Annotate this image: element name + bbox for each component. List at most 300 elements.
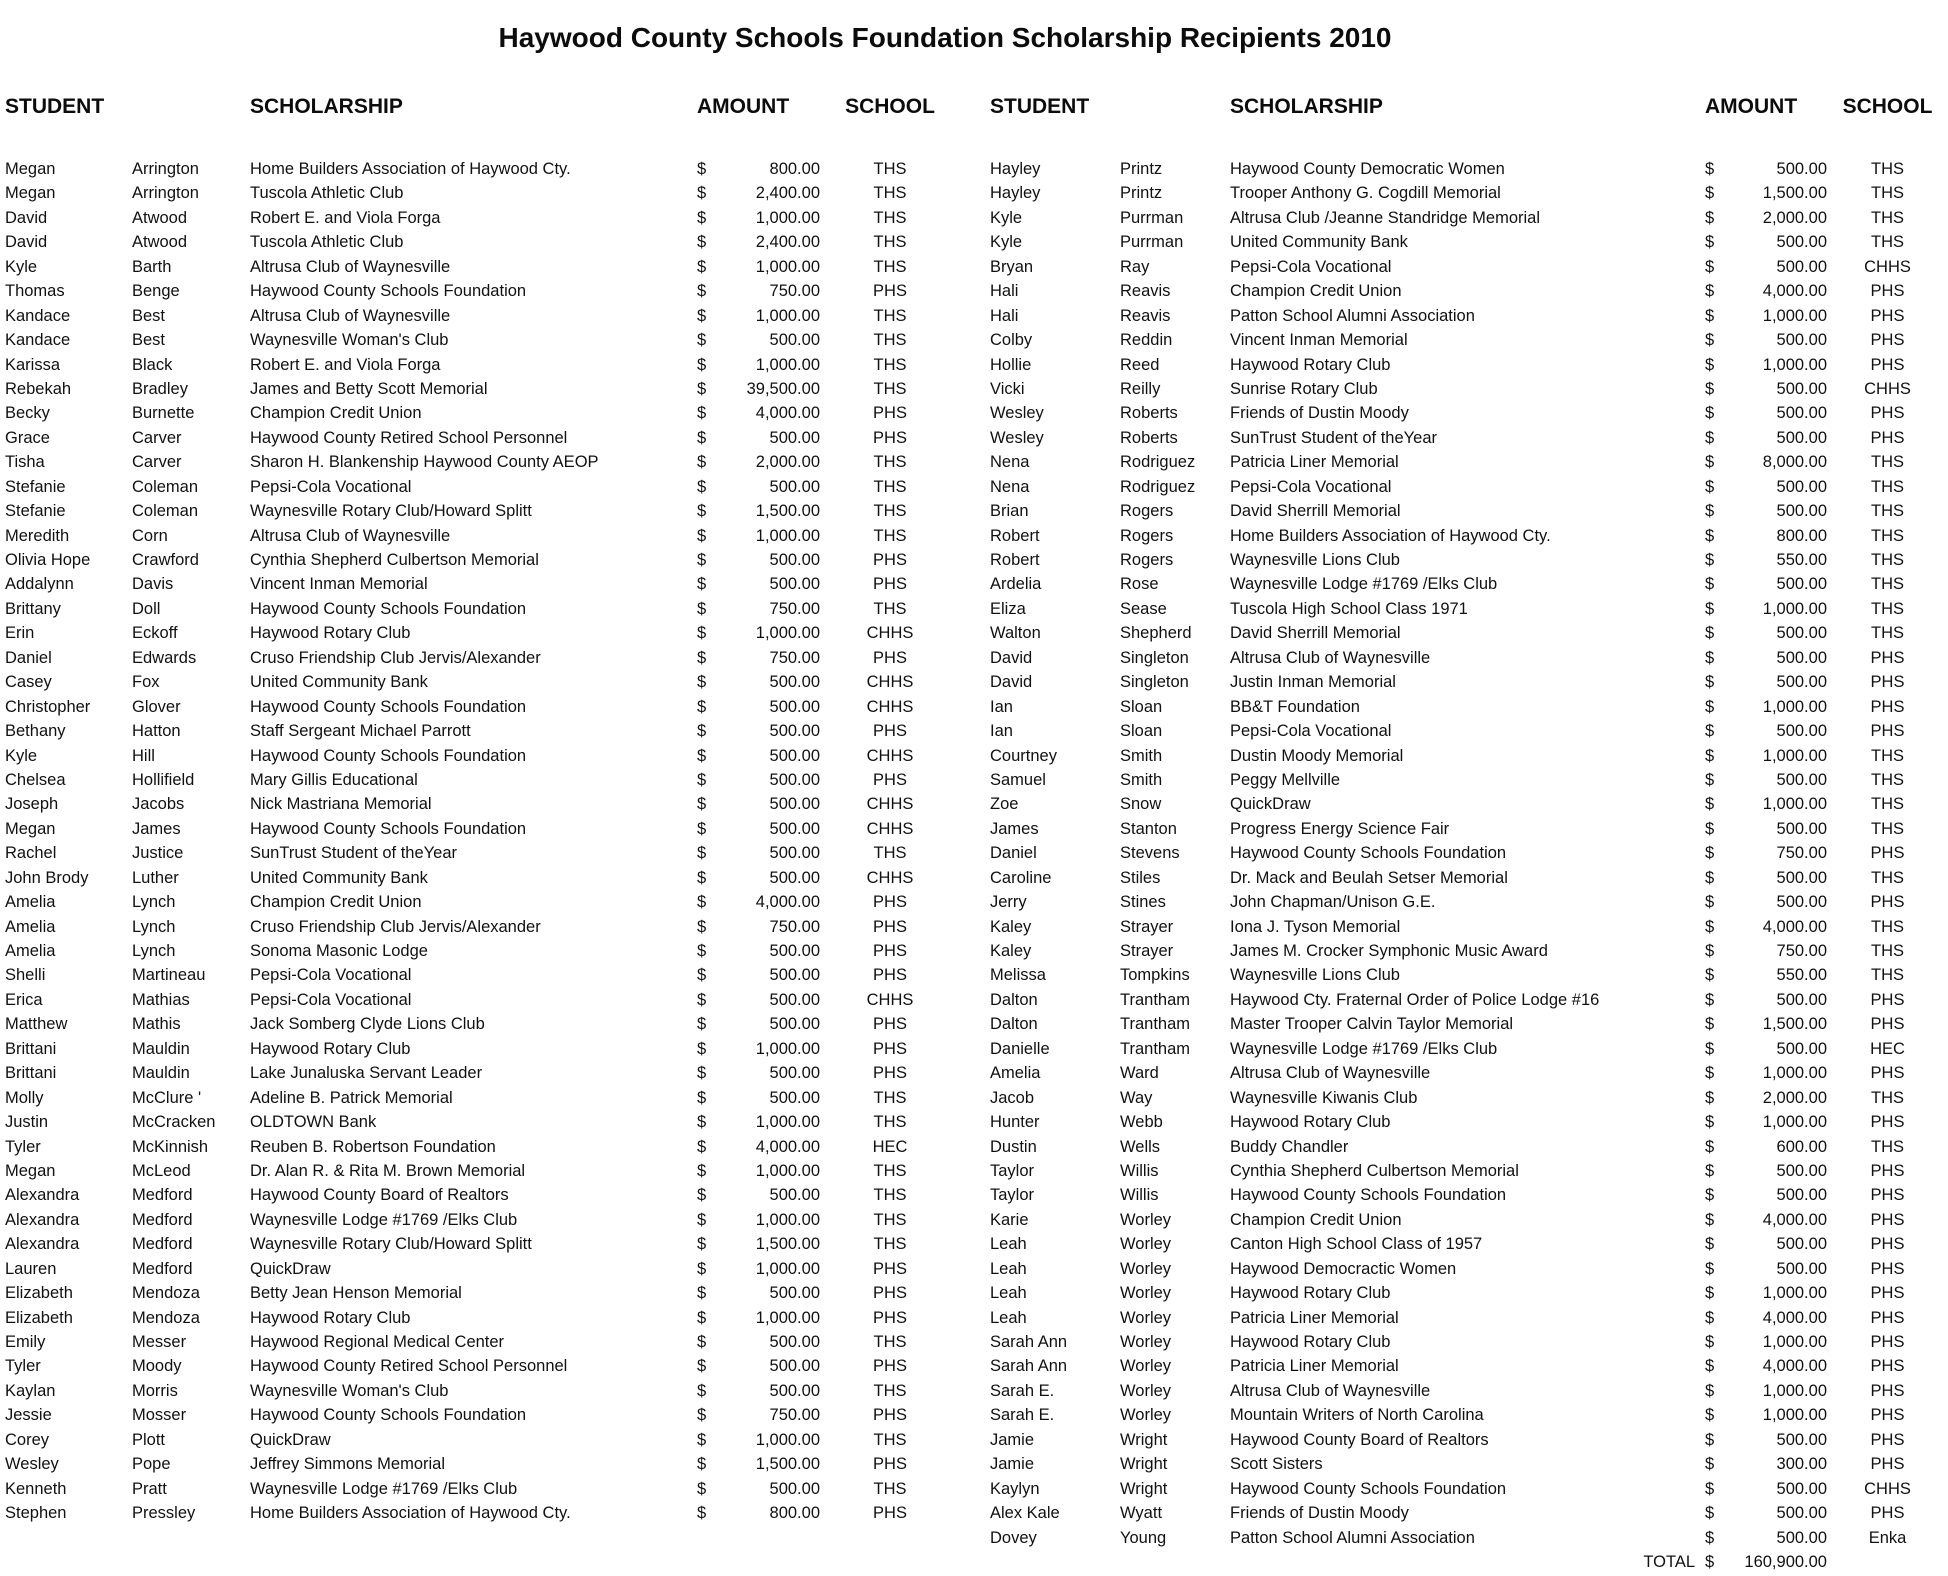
first-name: Olivia Hope	[5, 551, 91, 569]
scholarship-name: Dustin Moody Memorial	[1230, 746, 1404, 765]
last-name: Sease	[1120, 599, 1167, 618]
currency-symbol: $	[1705, 722, 1715, 741]
scholarship-name: Progress Energy Science Fair	[1230, 819, 1450, 838]
currency-symbol: $	[1705, 624, 1715, 643]
school-code: THS	[873, 844, 907, 863]
amount-value: 1,000.00	[755, 624, 820, 643]
last-name: Glover	[132, 697, 181, 716]
currency-symbol: $	[697, 1161, 707, 1180]
last-name: Hill	[132, 746, 155, 765]
amount-value: 500.00	[1776, 160, 1827, 178]
school-code: THS	[873, 160, 907, 178]
scholarship-name: Haywood County Schools Foundation	[250, 819, 527, 838]
table-row	[990, 1135, 1948, 1159]
first-name: Kaylyn	[990, 1479, 1040, 1498]
column-header-scholarship: SCHOLARSHIP	[250, 95, 403, 118]
currency-symbol: $	[1705, 673, 1715, 692]
first-name: Hayley	[990, 160, 1041, 178]
last-name: Stanton	[1120, 819, 1177, 838]
table-row	[5, 1452, 960, 1476]
school-code: PHS	[1870, 1430, 1905, 1449]
first-name: Megan	[5, 160, 56, 178]
amount-value: 1,000.00	[1762, 355, 1827, 374]
scholarship-name: Waynesville Lions Club	[1230, 966, 1400, 985]
table-row	[5, 279, 960, 303]
table-row	[5, 1428, 960, 1452]
first-name: Brian	[990, 502, 1029, 521]
school-code: THS	[1871, 746, 1904, 765]
last-name: Doll	[132, 599, 161, 618]
currency-symbol: $	[697, 233, 707, 252]
first-name: Kaley	[990, 917, 1032, 936]
last-name: Mathis	[132, 1015, 181, 1034]
amount-value: 500.00	[769, 746, 820, 765]
last-name: Worley	[1120, 1406, 1172, 1425]
currency-symbol: $	[1705, 233, 1715, 252]
currency-symbol: $	[1705, 1210, 1715, 1229]
scholarship-name: SunTrust Student of theYear	[1230, 428, 1437, 447]
first-name: Ian	[990, 722, 1013, 741]
scholarship-name: Staff Sergeant Michael Parrott	[250, 722, 471, 741]
school-code: THS	[1871, 917, 1904, 936]
table-row	[5, 670, 960, 694]
amount-value: 1,000.00	[755, 1210, 820, 1229]
school-code: PHS	[1870, 1504, 1905, 1523]
last-name: Reed	[1120, 355, 1160, 374]
table-row	[990, 279, 1948, 303]
first-name: Tyler	[5, 1357, 41, 1376]
first-name: Kyle	[5, 257, 38, 276]
school-code: PHS	[873, 1308, 907, 1327]
school-code: CHHS	[866, 868, 914, 887]
scholarship-name: Sunrise Rotary Club	[1230, 379, 1378, 398]
school-code: PHS	[1870, 282, 1905, 301]
scholarship-name: Altrusa Club of Waynesville	[250, 257, 451, 276]
table-row	[990, 572, 1948, 596]
table-row	[5, 768, 960, 792]
scholarship-name: David Sherrill Memorial	[1230, 502, 1401, 521]
last-name: Crawford	[132, 551, 199, 569]
school-code: THS	[873, 1088, 907, 1107]
scholarship-name: BB&T Foundation	[1230, 697, 1360, 716]
scholarship-name: Buddy Chandler	[1230, 1137, 1349, 1156]
school-code: PHS	[1870, 673, 1905, 692]
last-name: Worley	[1120, 1333, 1172, 1351]
first-name: Bethany	[5, 722, 66, 741]
last-name: Smith	[1120, 746, 1163, 765]
table-row	[5, 1061, 960, 1085]
first-name: Kaylan	[5, 1381, 56, 1400]
amount-value: 500.00	[1776, 1479, 1827, 1498]
last-name: Willis	[1120, 1161, 1159, 1180]
amount-value: 500.00	[1776, 990, 1827, 1009]
currency-symbol: $	[1705, 770, 1715, 789]
recipients-table-left	[5, 95, 960, 1523]
first-name: Megan	[5, 184, 56, 203]
school-code: THS	[873, 1235, 907, 1254]
scholarship-name: Nick Mastriana Memorial	[250, 795, 432, 814]
scholarship-name: Pepsi-Cola Vocational	[250, 966, 412, 985]
currency-symbol: $	[697, 844, 707, 863]
amount-value: 500.00	[769, 697, 820, 716]
first-name: Erin	[5, 624, 35, 643]
school-code: THS	[1871, 770, 1904, 789]
last-name: Lynch	[132, 942, 176, 960]
first-name: Kyle	[5, 746, 38, 765]
last-name: Mathias	[132, 990, 190, 1009]
currency-symbol: $	[1705, 306, 1715, 325]
table-row	[990, 670, 1948, 694]
first-name: Justin	[5, 1113, 49, 1132]
first-name: Jerry	[990, 893, 1027, 912]
amount-value: 500.00	[1776, 722, 1827, 741]
currency-symbol: $	[697, 306, 707, 325]
amount-value: 600.00	[1776, 1137, 1827, 1156]
amount-value: 750.00	[1776, 844, 1827, 863]
scholarship-name: Home Builders Association of Haywood Cty.	[250, 1504, 571, 1523]
first-name: Tyler	[5, 1137, 41, 1156]
amount-value: 1,500.00	[1762, 1015, 1827, 1034]
last-name: Roberts	[1120, 404, 1178, 423]
school-code: CHHS	[866, 990, 914, 1009]
currency-symbol: $	[697, 1333, 707, 1351]
currency-symbol: $	[697, 355, 707, 374]
table-row	[990, 792, 1948, 816]
amount-value: 500.00	[769, 770, 820, 789]
first-name: Grace	[5, 428, 50, 447]
first-name: Stefanie	[5, 502, 66, 521]
currency-symbol: $	[697, 868, 707, 887]
scholarship-name: James M. Crocker Symphonic Music Award	[1230, 942, 1548, 960]
last-name: Arrington	[132, 184, 199, 203]
school-code: THS	[873, 453, 907, 472]
first-name: Elizabeth	[5, 1284, 73, 1303]
school-code: PHS	[873, 966, 907, 985]
last-name: Mosser	[132, 1406, 187, 1425]
currency-symbol: $	[697, 428, 707, 447]
last-name: Carver	[132, 428, 182, 447]
first-name: Erica	[5, 990, 43, 1009]
currency-symbol: $	[1705, 1235, 1715, 1254]
table-row	[990, 1379, 1948, 1403]
currency-symbol: $	[697, 770, 707, 789]
scholarship-name: Waynesville Woman's Club	[250, 1381, 449, 1400]
first-name: David	[990, 648, 1033, 667]
last-name: Wright	[1120, 1455, 1168, 1474]
amount-value: 800.00	[1776, 526, 1827, 545]
amount-value: 8,000.00	[1762, 453, 1827, 472]
currency-symbol: $	[697, 624, 707, 643]
school-code: THS	[1871, 624, 1904, 643]
school-code: PHS	[873, 1064, 907, 1083]
table-row	[5, 1330, 960, 1354]
amount-value: 1,000.00	[755, 1039, 820, 1058]
first-name: Dalton	[990, 1015, 1038, 1034]
table-row	[5, 915, 960, 939]
school-code: PHS	[1870, 1308, 1905, 1327]
scholarship-name: Reuben B. Robertson Foundation	[250, 1137, 496, 1156]
amount-value: 1,000.00	[1762, 1381, 1827, 1400]
scholarship-name: Haywood Rotary Club	[250, 1039, 411, 1058]
school-code: PHS	[1870, 306, 1905, 325]
first-name: Bryan	[990, 257, 1034, 276]
currency-symbol: $	[1705, 868, 1715, 887]
amount-value: 1,000.00	[755, 1113, 820, 1132]
school-code: CHHS	[866, 673, 914, 692]
table-row	[990, 1110, 1948, 1134]
table-row	[5, 157, 960, 181]
amount-value: 500.00	[769, 575, 820, 594]
school-code: PHS	[1870, 1064, 1905, 1083]
amount-value: 1,000.00	[755, 306, 820, 325]
school-code: PHS	[873, 1504, 907, 1523]
table-row	[990, 1306, 1948, 1330]
school-code: PHS	[873, 917, 907, 936]
first-name: Wesley	[5, 1455, 59, 1474]
last-name: James	[132, 819, 181, 838]
last-name: Moody	[132, 1357, 182, 1376]
table-row	[990, 988, 1948, 1012]
last-name: Shepherd	[1120, 624, 1192, 643]
currency-symbol: $	[697, 331, 707, 350]
last-name: Reavis	[1120, 282, 1171, 301]
currency-symbol: $	[1705, 990, 1715, 1009]
currency-symbol: $	[1705, 1113, 1715, 1132]
amount-value: 500.00	[769, 868, 820, 887]
last-name: Rose	[1120, 575, 1159, 594]
last-name: Justice	[132, 844, 184, 863]
currency-symbol: $	[1705, 257, 1715, 276]
first-name: Brittani	[5, 1039, 57, 1058]
currency-symbol: $	[1705, 526, 1715, 545]
amount-value: 2,000.00	[755, 453, 820, 472]
first-name: Amelia	[5, 942, 56, 960]
table-row	[5, 1012, 960, 1036]
last-name: Hatton	[132, 722, 181, 741]
school-code: THS	[1871, 599, 1904, 618]
last-name: Medford	[132, 1259, 193, 1278]
currency-symbol: $	[697, 257, 707, 276]
first-name: Daniel	[5, 648, 52, 667]
school-code: THS	[1871, 184, 1904, 203]
school-code: THS	[873, 526, 907, 545]
table-row	[5, 1135, 960, 1159]
table-row	[990, 1477, 1948, 1501]
table-row	[5, 1232, 960, 1256]
last-name: Stevens	[1120, 844, 1180, 863]
amount-value: 300.00	[1776, 1455, 1827, 1474]
first-name: Taylor	[990, 1161, 1035, 1180]
school-code: PHS	[873, 428, 907, 447]
school-code: HEC	[1870, 1039, 1905, 1058]
amount-value: 550.00	[1776, 551, 1827, 569]
table-row	[990, 328, 1948, 352]
scholarship-name: Adeline B. Patrick Memorial	[250, 1088, 453, 1107]
column-header-school: SCHOOL	[1842, 95, 1933, 118]
table-row	[5, 206, 960, 230]
currency-symbol: $	[1705, 1528, 1715, 1547]
scholarship-name: Scott Sisters	[1230, 1455, 1323, 1474]
currency-symbol: $	[1705, 428, 1715, 447]
scholarship-name: Champion Credit Union	[250, 404, 422, 423]
amount-value: 500.00	[769, 819, 820, 838]
currency-symbol: $	[697, 282, 707, 301]
first-name: Robert	[990, 526, 1040, 545]
first-name: Nena	[990, 453, 1030, 472]
scholarship-name: Pepsi-Cola Vocational	[1230, 477, 1392, 496]
scholarship-name: Justin Inman Memorial	[1230, 673, 1396, 692]
currency-symbol: $	[1705, 379, 1715, 398]
school-code: PHS	[1870, 1113, 1905, 1132]
scholarship-name: Haywood Rotary Club	[1230, 1333, 1391, 1351]
table-row	[990, 817, 1948, 841]
table-row	[990, 1232, 1948, 1256]
currency-symbol: $	[697, 1381, 707, 1400]
last-name: Trantham	[1120, 1039, 1190, 1058]
first-name: James	[990, 819, 1039, 838]
first-name: Daniel	[990, 844, 1037, 863]
currency-symbol: $	[697, 1357, 707, 1376]
last-name: Martineau	[132, 966, 206, 985]
scholarship-name: John Chapman/Unison G.E.	[1230, 893, 1436, 912]
first-name: Casey	[5, 673, 52, 692]
first-name: Sarah E.	[990, 1381, 1055, 1400]
table-row	[990, 206, 1948, 230]
last-name: Corn	[132, 526, 168, 545]
currency-symbol: $	[1705, 844, 1715, 863]
school-code: PHS	[1870, 1186, 1905, 1205]
last-name: Webb	[1120, 1113, 1163, 1132]
table-row	[990, 1403, 1948, 1427]
first-name: Shelli	[5, 966, 46, 985]
first-name: Hali	[990, 282, 1019, 301]
scholarship-name: Haywood County Schools Foundation	[250, 282, 527, 301]
table-row	[990, 1208, 1948, 1232]
scholarship-name: Altrusa Club of Waynesville	[1230, 1064, 1431, 1083]
amount-value: 500.00	[769, 1015, 820, 1034]
table-row	[990, 377, 1948, 401]
last-name: Stines	[1120, 893, 1166, 912]
school-code: THS	[873, 379, 907, 398]
first-name: Megan	[5, 819, 56, 838]
last-name: Luther	[132, 868, 179, 887]
table-row	[5, 841, 960, 865]
column-header-school: SCHOOL	[845, 95, 935, 118]
last-name: Strayer	[1120, 942, 1174, 960]
last-name: Worley	[1120, 1308, 1172, 1327]
last-name: Ward	[1120, 1064, 1159, 1083]
currency-symbol: $	[1705, 893, 1715, 912]
amount-value: 1,000.00	[1762, 697, 1827, 716]
amount-value: 500.00	[769, 722, 820, 741]
table-row	[990, 1526, 1948, 1550]
amount-value: 500.00	[769, 990, 820, 1009]
first-name: Sarah E.	[990, 1406, 1055, 1425]
currency-symbol: $	[1705, 184, 1715, 203]
school-code: PHS	[873, 1039, 907, 1058]
school-code: PHS	[1870, 648, 1905, 667]
last-name: Medford	[132, 1235, 193, 1254]
first-name: Kandace	[5, 306, 71, 325]
school-code: Enka	[1868, 1528, 1907, 1547]
scholarship-name: Waynesville Lodge #1769 /Elks Club	[250, 1210, 518, 1229]
currency-symbol: $	[697, 1284, 707, 1303]
last-name: McLeod	[132, 1161, 191, 1180]
last-name: Trantham	[1120, 1015, 1190, 1034]
table-row	[5, 963, 960, 987]
table-row	[990, 1012, 1948, 1036]
last-name: Pratt	[132, 1479, 167, 1498]
last-name: Wells	[1120, 1137, 1161, 1156]
first-name: David	[5, 233, 48, 252]
column-header-student: STUDENT	[5, 95, 105, 118]
first-name: Walton	[990, 624, 1041, 643]
table-row	[5, 1354, 960, 1378]
school-code: PHS	[1870, 1235, 1905, 1254]
currency-symbol: $	[697, 942, 707, 960]
school-code: CHHS	[1864, 1479, 1911, 1498]
amount-value: 1,000.00	[1762, 795, 1827, 814]
currency-symbol: $	[697, 1186, 707, 1205]
school-code: PHS	[1870, 722, 1905, 741]
first-name: Leah	[990, 1284, 1027, 1303]
first-name: Amelia	[5, 893, 56, 912]
scholarship-name: Champion Credit Union	[1230, 1210, 1402, 1229]
currency-symbol: $	[1705, 551, 1715, 569]
table-row	[990, 1159, 1948, 1183]
first-name: Kenneth	[5, 1479, 67, 1498]
school-code: PHS	[1870, 697, 1905, 716]
amount-value: 2,000.00	[1762, 1088, 1827, 1107]
first-name: Tisha	[5, 453, 45, 472]
amount-value: 500.00	[1776, 648, 1827, 667]
first-name: Brittani	[5, 1064, 57, 1083]
table-row	[990, 1183, 1948, 1207]
amount-value: 4,000.00	[1762, 1308, 1827, 1327]
amount-value: 39,500.00	[746, 379, 820, 398]
amount-value: 500.00	[769, 1357, 820, 1376]
school-code: PHS	[873, 282, 907, 301]
last-name: Way	[1120, 1088, 1153, 1107]
amount-value: 500.00	[769, 673, 820, 692]
school-code: PHS	[1870, 1381, 1905, 1400]
school-code: THS	[873, 477, 907, 496]
currency-symbol: $	[697, 1113, 707, 1132]
currency-symbol: $	[1705, 282, 1715, 301]
currency-symbol: $	[1705, 1186, 1715, 1205]
amount-value: 500.00	[1776, 257, 1827, 276]
currency-symbol: $	[1705, 966, 1715, 985]
first-name: Danielle	[990, 1039, 1050, 1058]
last-name: Rogers	[1120, 551, 1174, 569]
last-name: Plott	[132, 1430, 166, 1449]
amount-value: 500.00	[1776, 1039, 1827, 1058]
currency-symbol: $	[1705, 331, 1715, 350]
first-name: Zoe	[990, 795, 1019, 814]
first-name: Molly	[5, 1088, 44, 1107]
first-name: Karie	[990, 1210, 1029, 1229]
table-row	[5, 1110, 960, 1134]
first-name: Sarah Ann	[990, 1333, 1068, 1351]
last-name: Medford	[132, 1210, 193, 1229]
last-name: Worley	[1120, 1259, 1172, 1278]
table-row	[990, 890, 1948, 914]
scholarship-name: Altrusa Club /Jeanne Standridge Memorial	[1230, 208, 1540, 227]
school-code: PHS	[873, 648, 907, 667]
first-name: Colby	[990, 331, 1033, 350]
last-name: Hollifield	[132, 770, 195, 789]
first-name: Elizabeth	[5, 1308, 73, 1327]
